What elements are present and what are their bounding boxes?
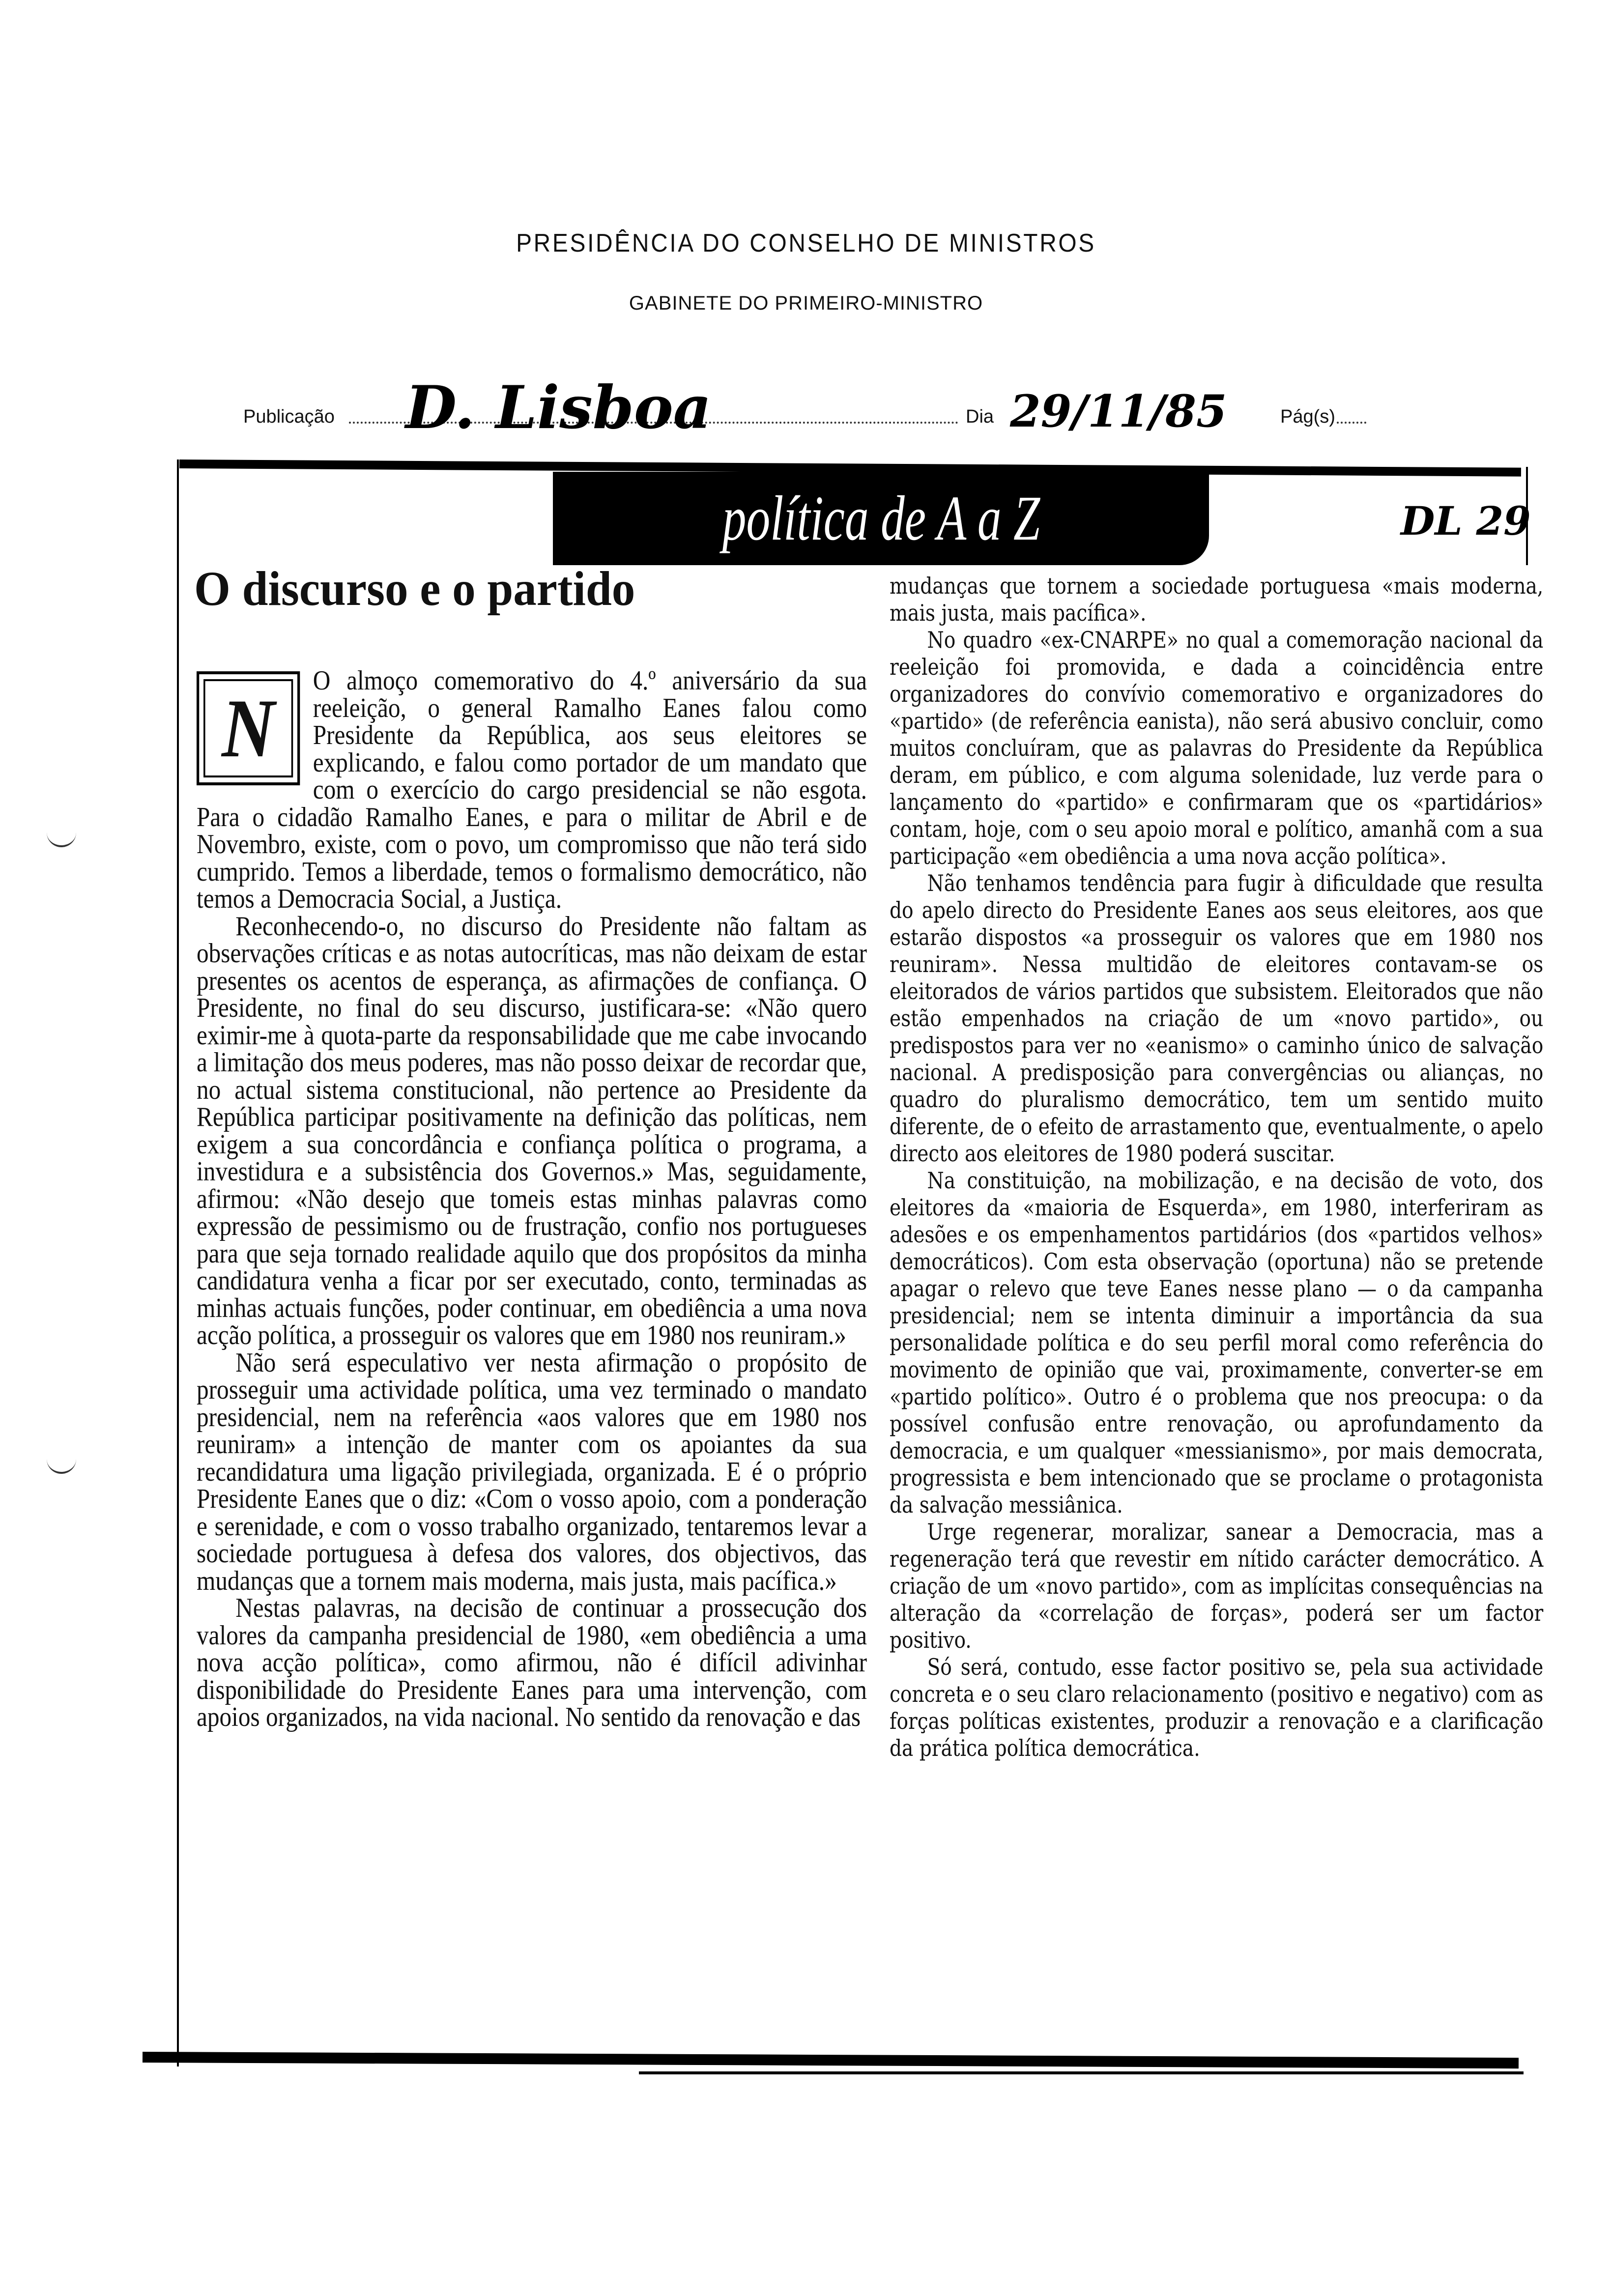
paragraph: Não tenhamos tendência para fugir à dificuldade que resulta do apelo directo do Presidente Eanes aos seus eleitores, aos que estarão dispostos «a prosseguir os valores que em 1980 nos reuniram». Nessa multidão de eleitores contavam-se os eleitorados de vários partidos que subsistem. Eleitorados que não estão empenhados na criação de um «novo partido», ou predispostos para ver no «eanismo» o caminho único de salvação nacional. A predisposição para convergências ou alianças, no quadro do pluralismo democrático, tem um sentido muito diferente, de o efeito de arrastamento que, eventualmente, o apelo directo aos eleitores de 1980 poderá suscitar.: [890, 870, 1544, 1167]
bottom-rule: [143, 2052, 1519, 2068]
article-left-column: [197, 667, 867, 1731]
publication-label: Publicação: [243, 406, 335, 427]
bottom-thin-rule: [639, 2071, 1524, 2074]
paragraph: No quadro «ex-CNARPE» no qual a comemoração nacional da reeleição foi promovida, e dada a coincidência entre organizadores do convívio comemorativo e organizadores do «partido» (de referência eanista), não será abusivo concluir, como muitos concluíram, que as palavras do Presidente da República deram, em público, e com alguma solenidade, luz verde para o lançamento do «partido» e confirmaram que os «partidários» contam, hoje, com o seu apoio moral e político, amanhã com a sua participação «em obediência a uma nova acção política».: [890, 627, 1544, 869]
article-right-column: [890, 573, 1543, 1762]
drop-cap-icon: N: [197, 671, 300, 785]
day-label: Dia: [966, 406, 994, 427]
office-header: GABINETE DO PRIMEIRO-MINISTRO: [629, 292, 983, 314]
left-border-line: [177, 459, 179, 2066]
paragraph: Só será, contudo, esse factor positivo se, pela sua actividade concreta e o seu claro relacionamento (positivo e negativo) com as forças políticas existentes, produzir a renovação e a clarificação da prática política democrática.: [890, 1654, 1544, 1761]
paragraph: mudanças que tornem a sociedade portuguesa «mais moderna, mais justa, mais pacífica».: [890, 573, 1544, 626]
paragraph: O almoço comemorativo do 4.º aniversário da sua reeleição, o general Ramalho Eanes falou como Presidente da República, aos seus eleitores se explicando, e falou como portador de um mandato que com o exercício do cargo presidencial se não esgota. Para o cidadão Ramalho Eanes, e para o militar de Abril e de Novembro, existe, com o povo, um compromisso que não terá sido cumprido. Temos a liberdade, temos o formalismo democrático, não temos a Democracia Social, a Justiça.: [197, 665, 867, 914]
section-banner-title: política de A a Z: [722, 483, 1040, 554]
paragraph: Na constituição, na mobilização, e na decisão de voto, dos eleitores da «maioria de Esquerda», em 1980, interferiram as adesões e os empenhamentos partidários (dos «partidos velhos» democráticos). Com esta observação (oportuna) não se pretende apagar o relevo que teve Eanes nesse plano — o da campanha presidencial; nem se intenta diminuir a importância da sua personalidade política e do seu perfil moral como referência do movimento de opinião que vai, proximamente, converter-se em «partido político». Outro é o problema que nos preocupa: o da possível confusão entre renovação, ou aprofundamento da democracia, e um qualquer «messianismo», por mais democrata, progressista e bem intencionado que se proclame o protagonista da salvação messiânica.: [890, 1167, 1544, 1518]
article-headline: O discurso e o partido: [194, 561, 635, 616]
section-banner: [553, 472, 1209, 565]
paragraph: Nestas palavras, na decisão de continuar a prossecução dos valores da campanha presidencial de 1980, «em obediência a uma nova acção política», como afirmou, não é difícil adivinhar disponibilidade do Presidente Eanes para uma intervenção, com apoios organizados, na vida nacional. No sentido da renovação e das: [197, 1593, 867, 1732]
punch-hole-mark-icon: [47, 831, 76, 847]
handwritten-stamp: DL 29: [1401, 498, 1531, 544]
pages-dotted-line: [1337, 422, 1366, 424]
punch-hole-mark-icon: [47, 1457, 76, 1474]
publication-handwritten-value: D. Lisboa: [405, 373, 712, 442]
pages-label: Pág(s): [1280, 406, 1335, 427]
ministry-header: PRESIDÊNCIA DO CONSELHO DE MINISTROS: [516, 229, 1096, 258]
day-handwritten-value: 29/11/85: [1010, 385, 1227, 437]
paragraph: Urge regenerar, moralizar, sanear a Democracia, mas a regeneração terá que revestir em nítido carácter democrático. A criação de um «novo partido», com as implícitas consequências na alteração da «correlação de forças», poderá ser um factor positivo.: [890, 1519, 1544, 1653]
publication-form-row: [243, 373, 1364, 442]
paragraph: Não será especulativo ver nesta afirmação o propósito de prosseguir uma actividade política, uma vez terminado o mandato presidencial, nem na referência «aos valores que em 1980 nos reuniram» a intenção de manter com os apoiantes da sua recandidatura uma ligação privilegiada, organizada. E é o próprio Presidente Eanes que o diz: «Com o vosso apoio, com a ponderação e serenidade, e com o vosso trabalho organizado, tentaremos levar a sociedade portuguesa à defesa dos valores, dos objectivos, das mudanças que a tornem mais moderna, mais justa, mais pacífica.»: [197, 1347, 867, 1596]
paragraph: Reconhecendo-o, no discurso do Presidente não faltam as observações críticas e as notas autocríticas, mas não deixam de estar presentes os acentos de esperança, as afirmações de confiança. O Presidente, no final do seu discurso, justificara-se: «Não quero eximir-me à quota-parte da responsabilidade que me cabe invocando a limitação dos meus poderes, mas não posso deixar de recordar que, no actual sistema constitucional, não pertence ao Presidente da República participar positivamente na definição das políticas, nem exigem a sua concordância e confiança política o programa, a investidura e a subsistência dos Governos.» Mas, seguidamente, afirmou: «Não desejo que tomeis estas minhas palavras como expressão de pessimismo ou de frustração, confio nos portugueses para que seja tornado realidade aquilo que dos propósitos da minha candidatura venha a ficar por ser executado, conto, terminadas as minhas actuais funções, poder continuar, em obediência a uma nova acção política, a prosseguir os valores que em 1980 nos reuniram.»: [197, 911, 867, 1350]
